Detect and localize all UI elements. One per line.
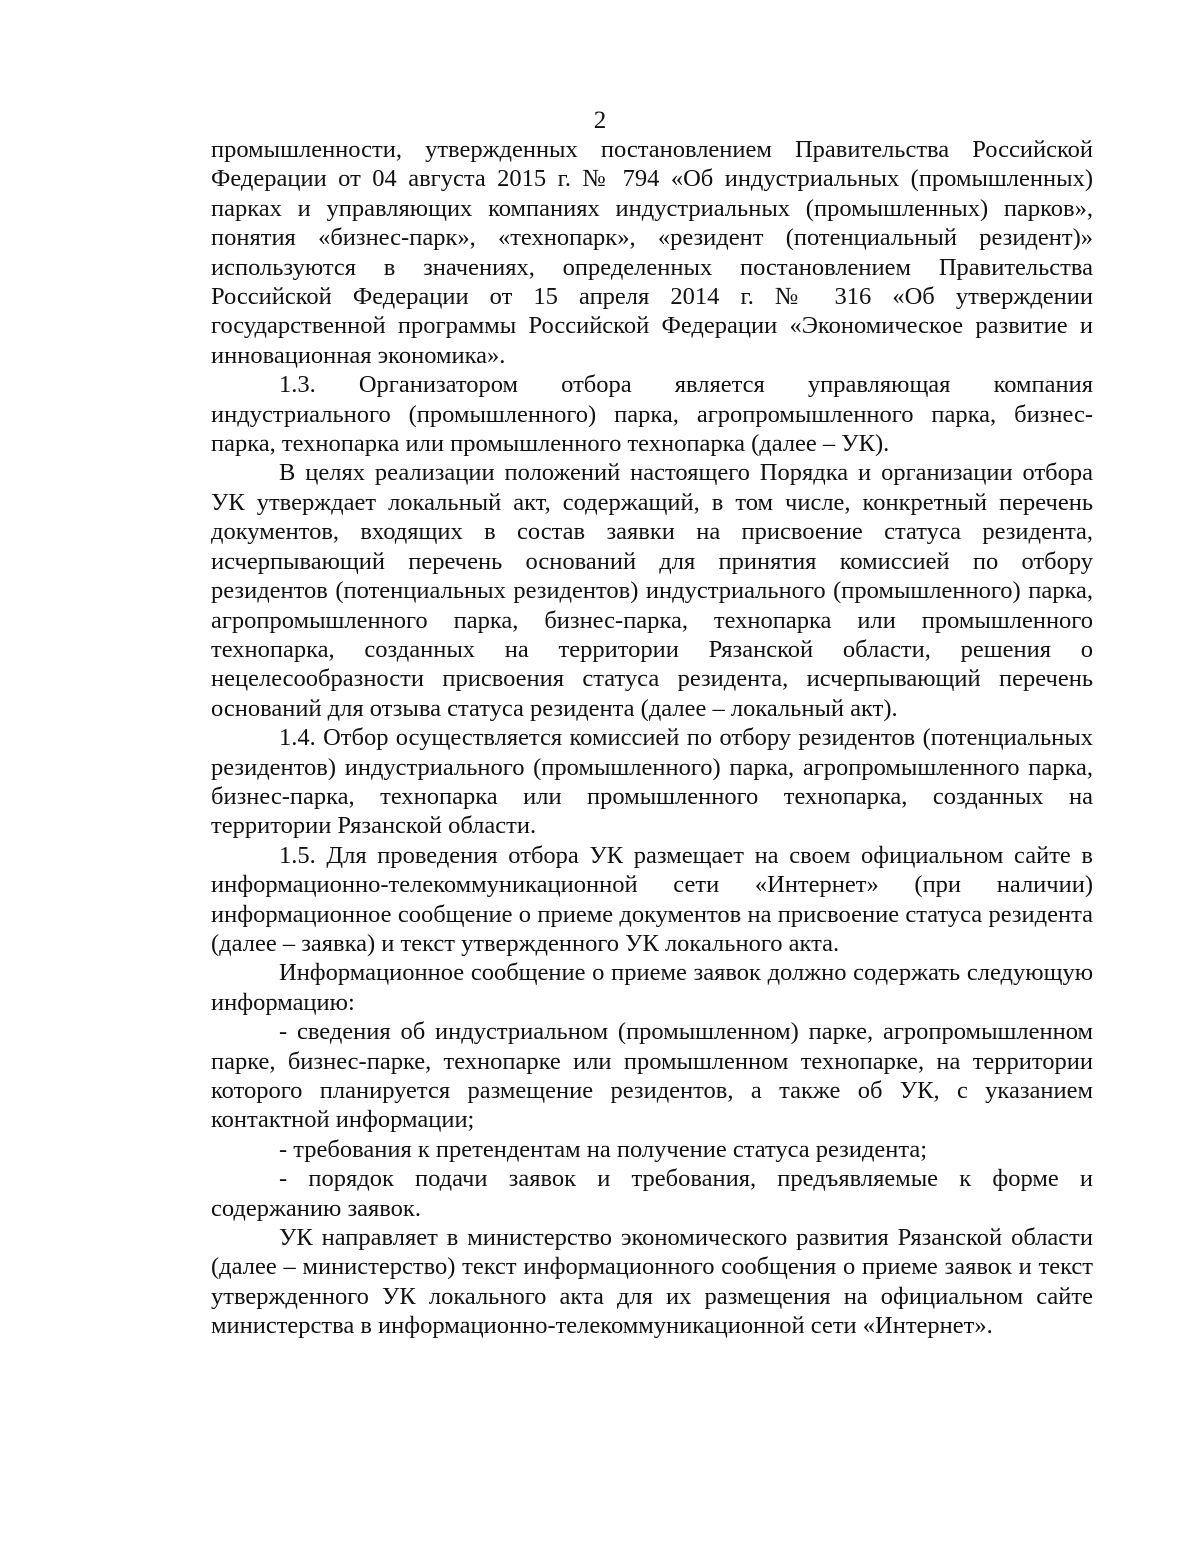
paragraph-continuation-definitions: промышленности, утвержденных постановлением Правительства Российской Федерации от 04 августа 2015 г. № 794 «Об индустриальных (промышленных) парках и управляющих компаниях индустриальных (промышленных) парков», понятия «бизнес-парк», «технопарк», «резидент (потенциальный резидент)» используются в значениях, определенных постановлением Правительства Российской Федерации от 15 апреля 2014 г. № 316 «Об утверждении государственной программы Российской Федерации «Экономическое развитие и инновационная экономика». bbox=[211, 136, 1093, 369]
list-item-park-info: - сведения об индустриальном (промышленном) парке, агропромышленном парке, бизнес-парке, технопарке или промышленном технопарке, на территории которого планируется размещение резидентов, а также об УК, с указанием контактной информации; bbox=[211, 1018, 1093, 1134]
document-body bbox=[211, 135, 1093, 1341]
list-item-submission-order: - порядок подачи заявок и требования, предъявляемые к форме и содержанию заявок. bbox=[211, 1165, 1093, 1222]
list-item-requirements: - требования к претендентам на получение статуса резидента; bbox=[279, 1135, 928, 1163]
paragraph-1-4-commission: 1.4. Отбор осуществляется комиссией по отбору резидентов (потенциальных резидентов) индустриального (промышленного) парка, агропромышленного парка, бизнес-парка, технопарка или промышленного технопарка, созданных на территории Рязанской области. bbox=[211, 724, 1093, 840]
paragraph-info-message: Информационное сообщение о приеме заявок должно содержать следующую информацию: bbox=[211, 959, 1093, 1016]
paragraph-local-act: В целях реализации положений настоящего Порядка и организации отбора УК утверждает локальный акт, содержащий, в том числе, конкретный перечень документов, входящих в состав заявки на присвоение статуса резидента, исчерпывающий перечень оснований для принятия комиссией по отбору резидентов (потенциальных резидентов) индустриального (промышленного) парка, агропромышленного парка, бизнес-парка, технопарка или промышленного технопарка, созданных на территории Рязанской области, решения о нецелесообразности присвоения статуса резидента, исчерпывающий перечень оснований для отзыва статуса резидента (далее – локальный акт). bbox=[211, 459, 1093, 722]
paragraph-ministry: УК направляет в министерство экономического развития Рязанской области (далее – министерство) текст информационного сообщения о приеме заявок и текст утвержденного УК локального акта для их размещения на официальном сайте министерства в информационно-телекоммуникационной сети «Интернет». bbox=[211, 1224, 1093, 1340]
paragraph-1-5-publication: 1.5. Для проведения отбора УК размещает на своем официальном сайте в информационно-телекоммуникационной сети «Интернет» (при наличии) информационное сообщение о приеме документов на присвоение статуса резидента (далее – заявка) и текст утвержденного УК локального акта. bbox=[211, 841, 1093, 957]
paragraph-1-3-organizer: 1.3. Организатором отбора является управляющая компания индустриального (промышленного) парка, агропромышленного парка, бизнес-парка, технопарка или промышленного технопарка (далее – УК). bbox=[211, 371, 1093, 458]
page-number: 2 bbox=[593, 107, 607, 134]
